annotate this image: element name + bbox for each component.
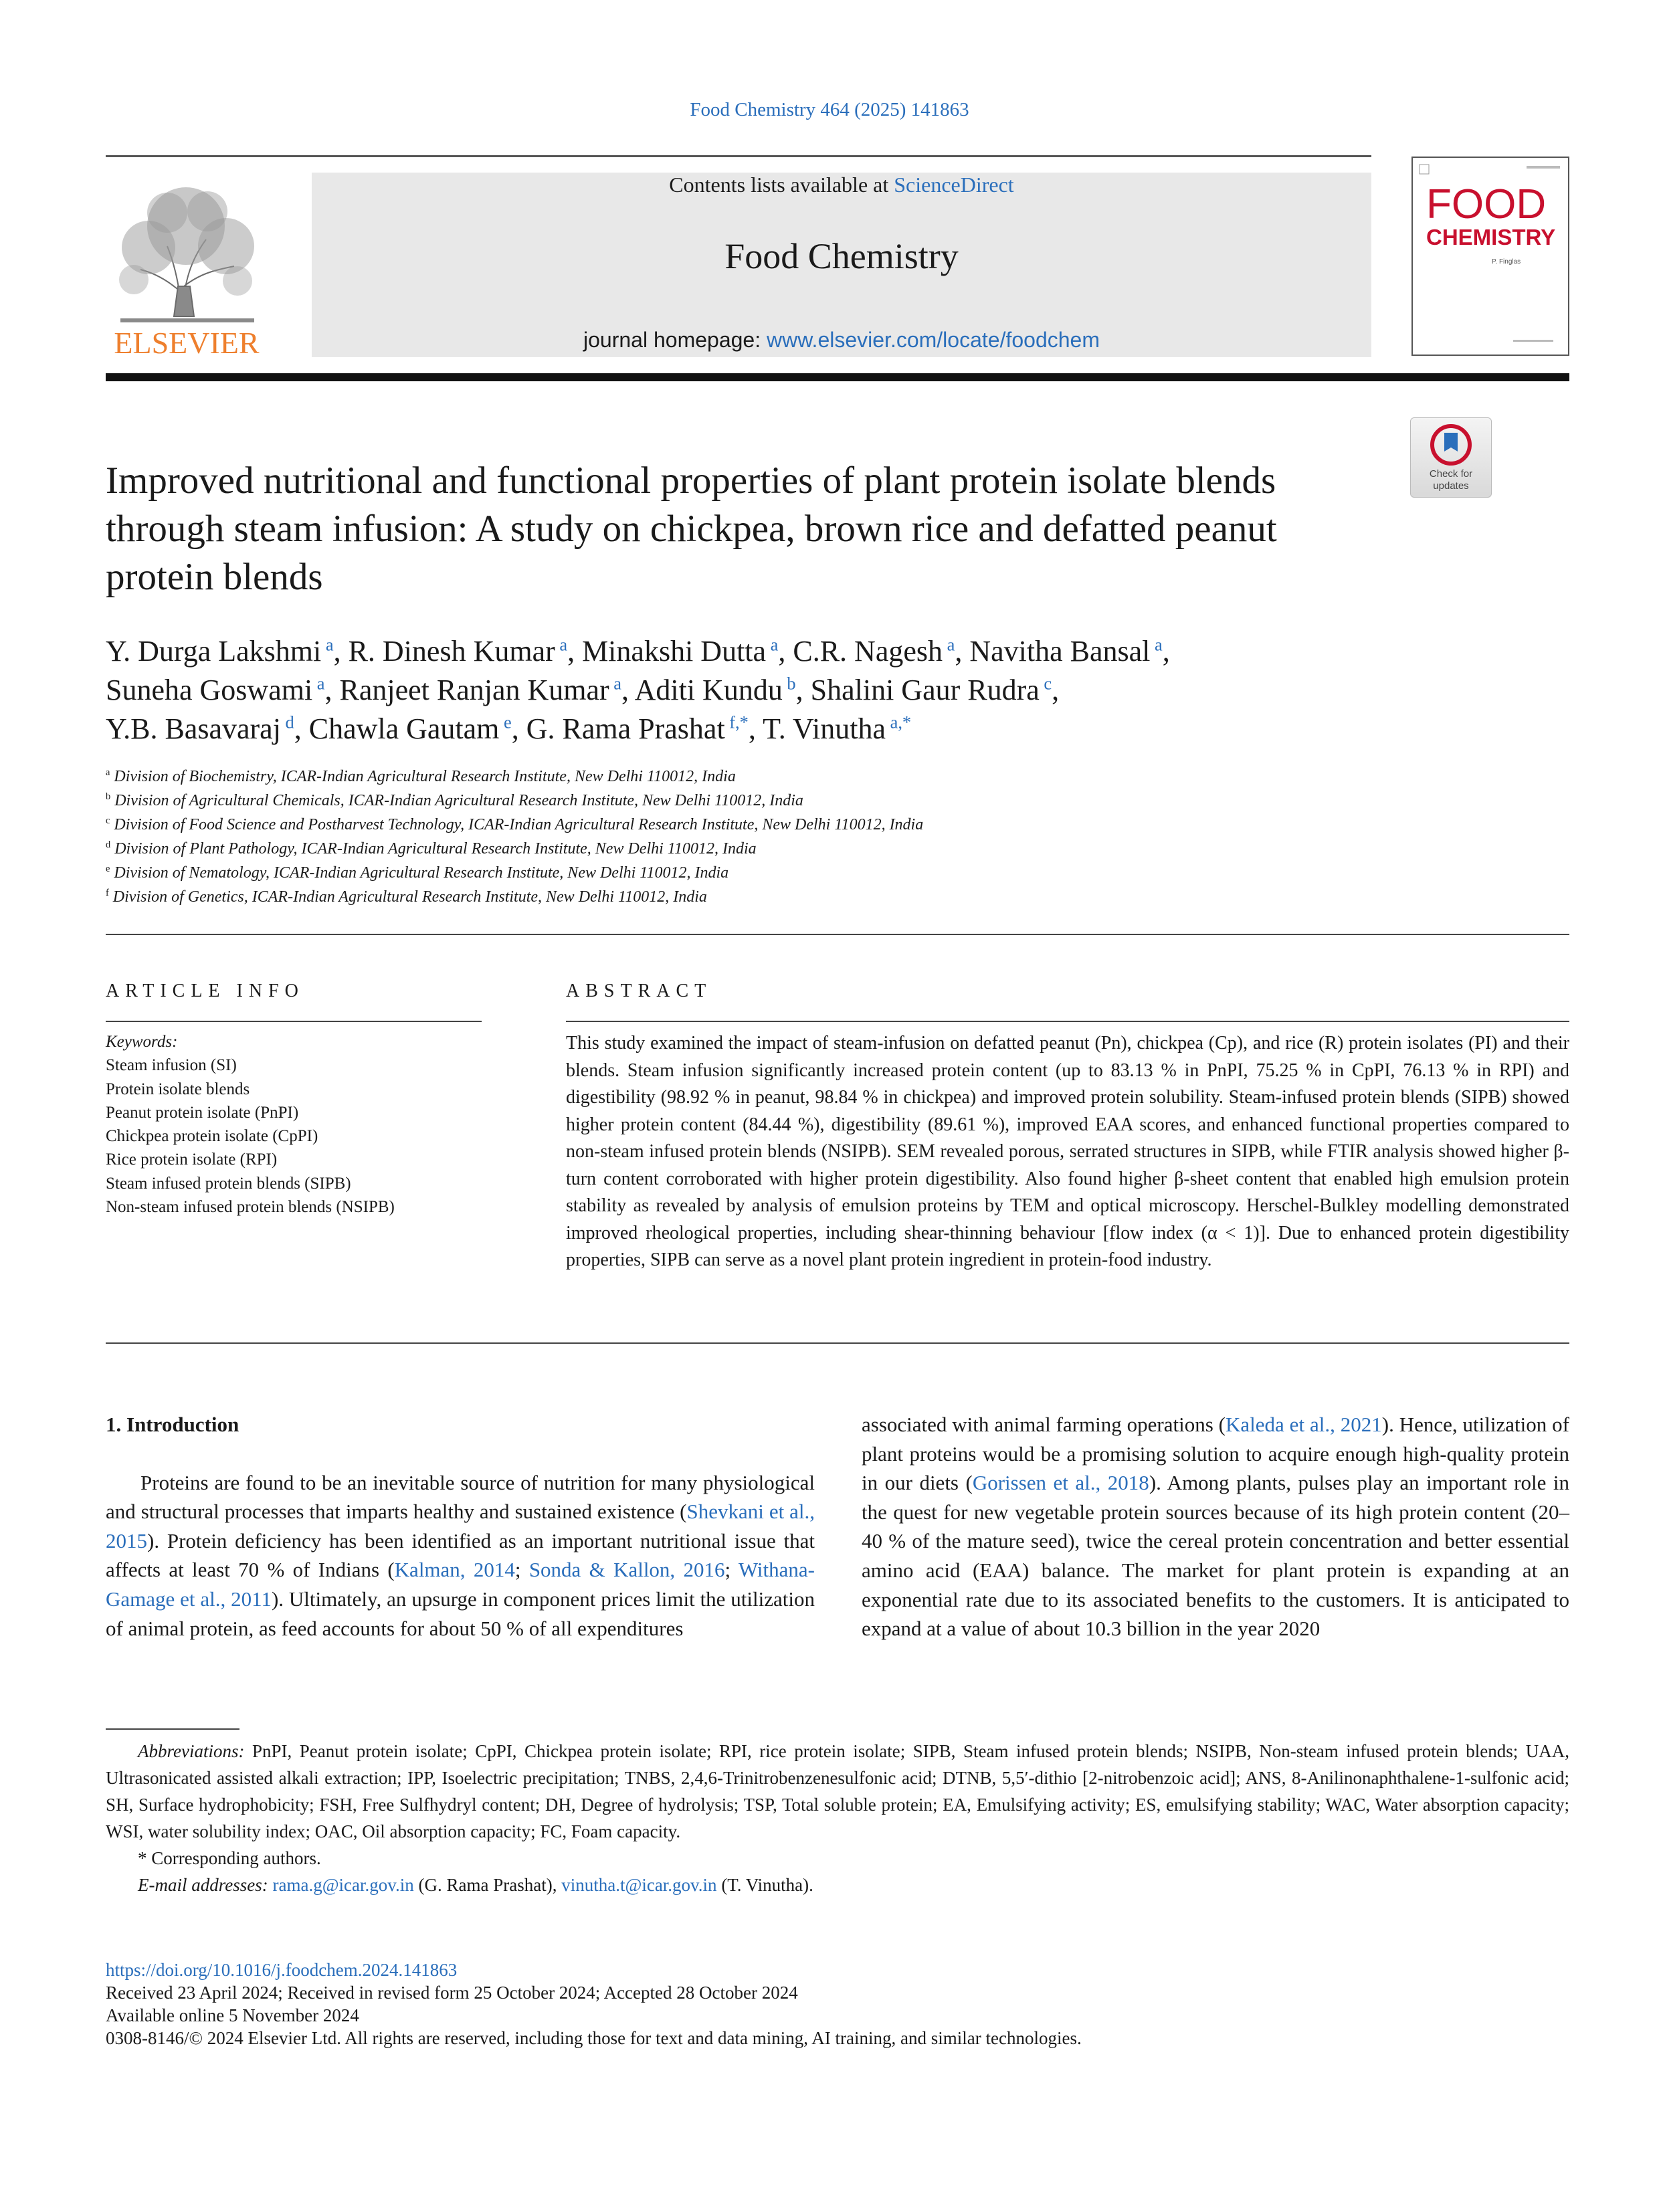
affiliation-text: Division of Food Science and Postharvest Technology, ICAR-Indian Agricultural Research Institute, New Delhi 110012, India (110, 816, 924, 833)
author-name[interactable]: C.R. Nagesh (793, 635, 943, 668)
journal-reference-link[interactable]: Food Chemistry 464 (2025) 141863 (690, 99, 969, 120)
paragraph-text: ; (514, 1558, 529, 1582)
paragraph-text: ). Protein deficiency has been identified as an important nutritional issue that affects at least 70 % of Indians ( (106, 1528, 815, 1582)
svg-text:Check for: Check for (1429, 468, 1473, 480)
article-info-rule (106, 1021, 482, 1022)
paragraph-text: ). Hence, utilization of plant proteins would be a promising solution to acquire enough high-quality protein in our diets ( (862, 1413, 1569, 1495)
doi-link[interactable]: https://doi.org/10.1016/j.foodchem.2024.141863 (106, 1960, 458, 1980)
affiliation-marker: d (106, 839, 111, 850)
citation-link[interactable]: Kaleda et al., 2021 (1226, 1413, 1382, 1436)
affiliation-marker: e (106, 864, 110, 874)
affiliation-text: Division of Plant Pathology, ICAR-Indian Agricultural Research Institute, New Delhi 110012, India (110, 840, 757, 858)
homepage-line (312, 328, 1371, 353)
keyword-item: Non-steam infused protein blends (NSIPB) (106, 1198, 395, 1217)
check-for-updates-badge[interactable] (1410, 417, 1492, 498)
author-affiliation-marker[interactable]: a (943, 634, 955, 655)
author-name[interactable]: Navitha Bansal (969, 635, 1151, 668)
author-name[interactable]: Y. Durga Lakshmi (106, 635, 322, 668)
abbreviations-label: Abbreviations: (138, 1741, 245, 1761)
paragraph-text: ). Among plants, pulses play an important role in the quest for new vegetable protein sources because of its high protein content (20–40 % of the mature seed), twice the cereal protein concentration and better essential amino acid (EAA) balance. The market for plant protein is expanding at an exponential rate due to its associated benefits to the customers. It is anticipated to expand at a value of about 10.3 billion in the year 2020 (862, 1471, 1569, 1641)
intro-paragraph-left (106, 1468, 815, 1643)
email-link-1[interactable]: rama.g@icar.gov.in (272, 1875, 414, 1895)
abstract-rule (566, 1021, 1569, 1022)
corresponding-note: * Corresponding authors. (138, 1848, 321, 1868)
author-name[interactable]: Suneha Goswami (106, 674, 313, 706)
keyword-list (106, 1053, 507, 1219)
affiliation-item (106, 789, 1377, 813)
citation-link[interactable]: Shevkani et al., 2015 (106, 1500, 815, 1552)
footnote-rule (106, 1728, 239, 1730)
citation-link[interactable]: Sonda & Kallon, 2016 (528, 1558, 725, 1582)
author-affiliation-marker[interactable]: c (1039, 673, 1052, 694)
email-note (106, 1872, 1569, 1898)
keyword-item: Chickpea protein isolate (CpPI) (106, 1127, 318, 1146)
contents-line (312, 173, 1371, 197)
author-name[interactable]: G. Rama Prashat (526, 712, 725, 745)
cover-editor-text: P. Finglas (1492, 258, 1521, 266)
author-affiliation-marker[interactable]: e (499, 712, 512, 732)
keyword-item: Protein isolate blends (106, 1080, 250, 1098)
author-affiliation-marker[interactable]: d (280, 712, 294, 732)
divider (106, 1342, 1569, 1344)
check-updates-icon (1411, 418, 1491, 497)
intro-paragraph-right (862, 1410, 1569, 1643)
svg-text:updates: updates (1433, 480, 1469, 492)
affiliation-marker: b (106, 791, 111, 802)
paragraph-text: ). Ultimately, an upsurge in component prices limit the utilization of animal protein, as feed accounts for about 50 % of all expenditures (106, 1587, 815, 1640)
elsevier-wordmark: ELSEVIER (114, 326, 260, 360)
author-name[interactable]: Shalini Gaur Rudra (810, 674, 1040, 706)
affiliation-marker: a (106, 767, 110, 778)
divider (106, 934, 1569, 935)
keywords-block (106, 1030, 507, 1219)
affiliation-text: Division of Genetics, ICAR-Indian Agricultural Research Institute, New Delhi 110012, India (108, 888, 707, 906)
affiliation-list (106, 765, 1377, 909)
footnotes (106, 1738, 1569, 1898)
affiliation-item (106, 885, 1377, 909)
abstract-heading: ABSTRACT (566, 981, 712, 1001)
affiliation-item (106, 861, 1377, 885)
abbreviations-footnote (106, 1738, 1569, 1845)
paper-title: Improved nutritional and functional properties of plant protein isolate blends through steam infusion: A study on chickpea, brown rice and defatted peanut protein blends (106, 460, 1277, 598)
affiliation-item (106, 837, 1377, 861)
cover-chemistry-text: CHEMISTRY (1426, 225, 1556, 249)
keyword-item: Peanut protein isolate (PnPI) (106, 1103, 299, 1122)
journal-cover-thumbnail[interactable] (1411, 157, 1569, 356)
paragraph-text: Proteins are found to be an inevitable source of nutrition for many physiological and structural processes that imparts healthy and sustained existence ( (106, 1470, 815, 1524)
author-name[interactable]: R. Dinesh Kumar (348, 635, 555, 668)
available-online: Available online 5 November 2024 (106, 2005, 359, 2025)
author-name[interactable]: Minakshi Dutta (582, 635, 767, 668)
affiliation-marker: f (106, 888, 109, 898)
affiliation-marker: c (106, 815, 110, 826)
author-affiliation-marker[interactable]: b (782, 673, 796, 694)
citation-link[interactable]: Kalman, 2014 (394, 1558, 515, 1582)
copyright-line: 0308-8146/© 2024 Elsevier Ltd. All rights are reserved, including those for text and data mining, AI training, and similar technologies. (106, 2028, 1082, 2048)
publication-info (106, 1958, 1569, 2049)
affiliation-text: Division of Biochemistry, ICAR-Indian Agricultural Research Institute, New Delhi 110012, India (110, 768, 736, 785)
citation-link[interactable]: Gorissen et al., 2018 (972, 1471, 1149, 1495)
affiliation-text: Division of Nematology, ICAR-Indian Agricultural Research Institute, New Delhi 110012, India (110, 864, 729, 882)
article-info-heading: ARTICLE INFO (106, 981, 304, 1001)
author-affiliation-marker[interactable]: a (312, 673, 325, 694)
abbreviations-text: PnPI, Peanut protein isolate; CpPI, Chickpea protein isolate; RPI, rice protein isolate; SIPB, Steam infused protein blends; NSIPB, Non-steam infused protein blends; UAA, Ultrasonicated assisted alkali extraction; IPP, Isoelectric precipitation; TNBS, 2,4,6-Trinitrobenzenesulfonic acid; DTNB, 5,5′-dithio [2-nitrobenzoic acid]; ANS, 8-Anilinonaphthalene-1-sulfonic acid; SH, Surface hydrophobicity; FSH, Free Sulfhydryl content; DH, Degree of hydrolysis; TSP, Total soluble protein; EA, Emulsifying activity; ES, emulsifying stability; WAC, Water absorption capacity; WSI, water solubility index; OAC, Oil absorption capacity; FC, Foam capacity. (106, 1741, 1569, 1841)
email-link-2[interactable]: vinutha.t@icar.gov.in (561, 1875, 717, 1895)
header-top-rule (106, 155, 1371, 157)
author-affiliation-marker[interactable]: a (321, 634, 334, 655)
author-affiliation-marker[interactable]: a,* (886, 712, 912, 732)
author-name[interactable]: Aditi Kundu (634, 674, 783, 706)
contents-prefix: Contents lists available at (669, 173, 894, 197)
author-affiliation-marker[interactable]: a (766, 634, 779, 655)
author-affiliation-marker[interactable]: a (1150, 634, 1163, 655)
keywords-label: Keywords: (106, 1033, 178, 1051)
section-heading-introduction: 1. Introduction (106, 1413, 239, 1436)
affiliation-item (106, 813, 1377, 837)
body-column-right (862, 1410, 1569, 1643)
sciencedirect-link[interactable]: ScienceDirect (894, 173, 1014, 197)
journal-title: Food Chemistry (724, 236, 959, 276)
author-list: Y. Durga Lakshmi $^a$, R. Dinesh Kumar $^a$, Minakshi Dutta $^a$, C.R. Nagesh $^a$, Navitha Bansal $^a$, Suneha Goswami $^a$, Ranjeet Ranjan Kumar $^a$, Aditi Kundu $^b$, Shalini Gaur Rudra $^c$, Y.B. Basavaraj $^d$, Chawla Gautam $^e$, G. Rama Prashat $^{f,*}$, T. Vinutha $^{a,*}$ (106, 634, 1170, 745)
affiliation-item (106, 765, 1377, 789)
elsevier-logo (100, 173, 273, 360)
citation-link[interactable]: Withana-Gamage et al., 2011 (106, 1558, 815, 1611)
keyword-item: Steam infusion (SI) (106, 1056, 237, 1075)
journal-cover-image (1413, 158, 1568, 355)
author-name[interactable]: Y.B. Basavaraj (106, 712, 281, 745)
author-name[interactable]: Ranjeet Ranjan Kumar (339, 674, 609, 706)
keyword-item: Rice protein isolate (RPI) (106, 1150, 278, 1169)
paragraph-text: ; (724, 1558, 739, 1582)
author-affiliation-marker[interactable]: f,* (724, 712, 749, 732)
author-name[interactable]: T. Vinutha (763, 712, 886, 745)
email-label: E-mail addresses: (138, 1875, 268, 1895)
abstract-text: This study examined the impact of steam-infusion on defatted peanut (Pn), chickpea (Cp), and rice (R) protein isolates (PI) and their blends. Steam infusion significantly increased protein content (up to 83.13 % in PnPI, 75.25 % in CpPI, 76.13 % in RPI) and digestibility (98.92 % in peanut, 98.84 % in chickpea) and improved protein solubility. Steam-infused protein blends (SIPB) showed higher protein content (84.44 %), digestibility (89.61 %), improved EAA scores, and enhanced functional properties compared to non-steam infused protein blends (NSIPB). SEM revealed porous, serrated structures in SIPB, while FTIR analysis showed higher β-turn content corroborated with higher protein digestibility. Also found higher β-sheet content that enabled high emulsion protein stability as revealed by analysis of emulsion proteins by TEM and optical microscopy. Herschel-Bulkley modelling demonstrated improved rheological properties, including shear-thinning behaviour [flow index (α < 1)]. Due to enhanced protein digestibility properties, SIPB can serve as a novel plant protein ingredient in protein-food industry. (566, 1033, 1569, 1270)
author-name[interactable]: Chawla Gautam (308, 712, 500, 745)
author-affiliation-marker[interactable]: a (555, 634, 568, 655)
author-affiliation-marker[interactable]: a (609, 673, 622, 694)
homepage-prefix: journal homepage: (583, 328, 767, 352)
cover-food-text: FOOD (1426, 181, 1547, 227)
homepage-link[interactable]: www.elsevier.com/locate/foodchem (766, 328, 1100, 352)
email-name-1: (G. Rama Prashat), (413, 1875, 562, 1895)
received-dates: Received 23 April 2024; Received in revised form 25 October 2024; Accepted 28 October 2024 (106, 1983, 798, 2003)
email-name-2: (T. Vinutha). (716, 1875, 813, 1895)
keyword-item: Steam infused protein blends (SIPB) (106, 1174, 351, 1193)
body-column-left (106, 1410, 815, 1643)
header-thick-rule (106, 373, 1569, 381)
affiliation-text: Division of Agricultural Chemicals, ICAR-Indian Agricultural Research Institute, New Delhi 110012, India (110, 792, 803, 809)
elsevier-tree-icon (100, 173, 273, 360)
paragraph-text: associated with animal farming operations ( (862, 1413, 1226, 1436)
